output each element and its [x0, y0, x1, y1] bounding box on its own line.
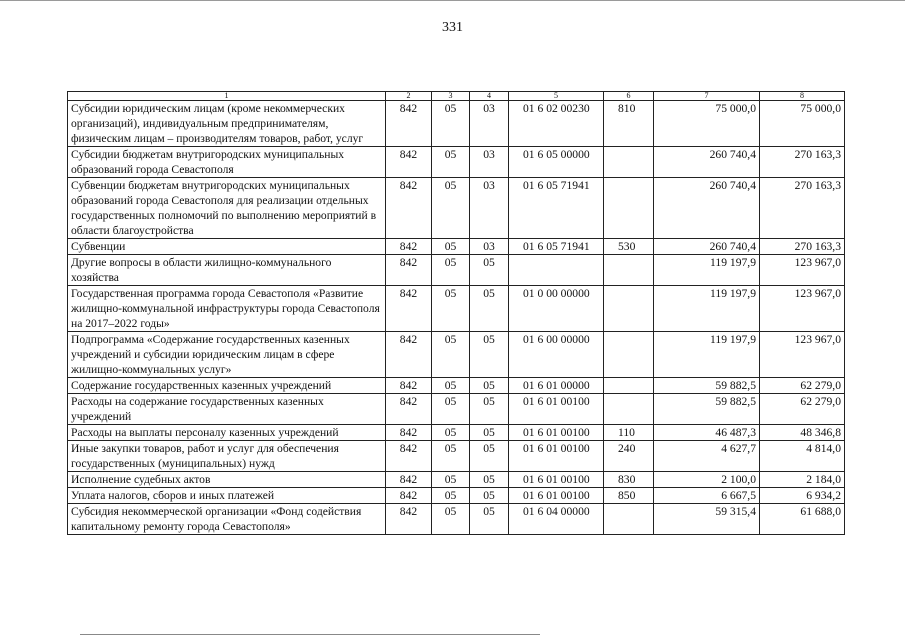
- expense-type-code-cell: [604, 504, 654, 535]
- amount-year-2-cell: 123 967,0: [760, 255, 845, 286]
- table-row: [68, 101, 845, 147]
- expense-type-code-cell: [604, 378, 654, 394]
- bottom-border-line: [80, 634, 540, 635]
- amount-year-1-cell: 2 100,0: [654, 472, 760, 488]
- expense-type-code-cell: [604, 332, 654, 378]
- amount-year-1-cell: 4 627,7: [654, 441, 760, 472]
- section-code-cell: 05: [432, 101, 470, 147]
- table-row: [68, 488, 845, 504]
- section-code-cell: 05: [432, 332, 470, 378]
- department-code-cell: 842: [386, 394, 432, 425]
- target-article-code-cell: 01 6 05 71941: [509, 239, 604, 255]
- subsection-code-cell: 03: [470, 147, 509, 178]
- target-article-code-cell: 01 6 00 00000: [509, 332, 604, 378]
- row-name-cell: Другие вопросы в области жилищно-коммунального хозяйства: [68, 255, 386, 286]
- amount-year-1-cell: 119 197,9: [654, 255, 760, 286]
- table-row: [68, 378, 845, 394]
- subsection-code-cell: 05: [470, 504, 509, 535]
- department-code-cell: 842: [386, 472, 432, 488]
- section-code-cell: 05: [432, 255, 470, 286]
- column-number: 8: [760, 92, 845, 101]
- amount-year-2-cell: 62 279,0: [760, 378, 845, 394]
- amount-year-1-cell: 119 197,9: [654, 286, 760, 332]
- top-border-line: [0, 0, 905, 1]
- table-row: [68, 394, 845, 425]
- amount-year-1-cell: 260 740,4: [654, 178, 760, 239]
- department-code-cell: 842: [386, 378, 432, 394]
- target-article-code-cell: 01 6 02 00230: [509, 101, 604, 147]
- expense-type-code-cell: [604, 394, 654, 425]
- column-number: 3: [432, 92, 470, 101]
- department-code-cell: 842: [386, 255, 432, 286]
- amount-year-2-cell: 270 163,3: [760, 239, 845, 255]
- target-article-code-cell: 01 6 01 00100: [509, 472, 604, 488]
- expense-type-code-cell: 110: [604, 425, 654, 441]
- column-number: 2: [386, 92, 432, 101]
- amount-year-2-cell: 62 279,0: [760, 394, 845, 425]
- section-code-cell: 05: [432, 504, 470, 535]
- expense-type-code-cell: 830: [604, 472, 654, 488]
- amount-year-2-cell: 2 184,0: [760, 472, 845, 488]
- subsection-code-cell: 05: [470, 255, 509, 286]
- amount-year-1-cell: 75 000,0: [654, 101, 760, 147]
- table-row: [68, 255, 845, 286]
- row-name-cell: Иные закупки товаров, работ и услуг для обеспечения государственных (муниципальных) нужд: [68, 441, 386, 472]
- table-row: [68, 239, 845, 255]
- expense-type-code-cell: [604, 147, 654, 178]
- department-code-cell: 842: [386, 239, 432, 255]
- column-number: 4: [470, 92, 509, 101]
- table-row: [68, 178, 845, 239]
- subsection-code-cell: 05: [470, 488, 509, 504]
- target-article-code-cell: 01 6 01 00100: [509, 441, 604, 472]
- row-name-cell: Исполнение судебных актов: [68, 472, 386, 488]
- page-number: 331: [442, 20, 463, 35]
- column-number: 6: [604, 92, 654, 101]
- amount-year-2-cell: 270 163,3: [760, 147, 845, 178]
- target-article-code-cell: 01 6 01 00100: [509, 425, 604, 441]
- table-row: [68, 147, 845, 178]
- column-number-row: [68, 92, 845, 101]
- amount-year-1-cell: 119 197,9: [654, 332, 760, 378]
- table-row: [68, 286, 845, 332]
- section-code-cell: 05: [432, 239, 470, 255]
- row-name-cell: Содержание государственных казенных учреждений: [68, 378, 386, 394]
- target-article-code-cell: [509, 255, 604, 286]
- amount-year-1-cell: 260 740,4: [654, 147, 760, 178]
- budget-table: [67, 91, 845, 535]
- target-article-code-cell: 01 6 04 00000: [509, 504, 604, 535]
- target-article-code-cell: 01 0 00 00000: [509, 286, 604, 332]
- department-code-cell: 842: [386, 488, 432, 504]
- amount-year-1-cell: 59 882,5: [654, 378, 760, 394]
- amount-year-2-cell: 75 000,0: [760, 101, 845, 147]
- amount-year-1-cell: 59 882,5: [654, 394, 760, 425]
- department-code-cell: 842: [386, 441, 432, 472]
- table-row: [68, 472, 845, 488]
- subsection-code-cell: 05: [470, 378, 509, 394]
- row-name-cell: Субсидия некоммерческой организации «Фонд содействия капитальному ремонту города Севастополя»: [68, 504, 386, 535]
- target-article-code-cell: 01 6 05 00000: [509, 147, 604, 178]
- target-article-code-cell: 01 6 01 00100: [509, 488, 604, 504]
- budget-table-body: [68, 92, 845, 535]
- target-article-code-cell: 01 6 05 71941: [509, 178, 604, 239]
- amount-year-2-cell: 123 967,0: [760, 332, 845, 378]
- department-code-cell: 842: [386, 425, 432, 441]
- row-name-cell: Расходы на выплаты персоналу казенных учреждений: [68, 425, 386, 441]
- amount-year-2-cell: 123 967,0: [760, 286, 845, 332]
- subsection-code-cell: 05: [470, 286, 509, 332]
- subsection-code-cell: 03: [470, 178, 509, 239]
- subsection-code-cell: 05: [470, 441, 509, 472]
- row-name-cell: Субвенции: [68, 239, 386, 255]
- expense-type-code-cell: [604, 286, 654, 332]
- target-article-code-cell: 01 6 01 00100: [509, 394, 604, 425]
- amount-year-1-cell: 59 315,4: [654, 504, 760, 535]
- column-number: 1: [68, 92, 386, 101]
- department-code-cell: 842: [386, 286, 432, 332]
- amount-year-2-cell: 6 934,2: [760, 488, 845, 504]
- section-code-cell: 05: [432, 394, 470, 425]
- department-code-cell: 842: [386, 178, 432, 239]
- expense-type-code-cell: [604, 255, 654, 286]
- amount-year-2-cell: 270 163,3: [760, 178, 845, 239]
- subsection-code-cell: 05: [470, 425, 509, 441]
- subsection-code-cell: 03: [470, 101, 509, 147]
- section-code-cell: 05: [432, 378, 470, 394]
- department-code-cell: 842: [386, 147, 432, 178]
- section-code-cell: 05: [432, 147, 470, 178]
- subsection-code-cell: 03: [470, 239, 509, 255]
- department-code-cell: 842: [386, 101, 432, 147]
- column-number: 7: [654, 92, 760, 101]
- expense-type-code-cell: 810: [604, 101, 654, 147]
- target-article-code-cell: 01 6 01 00000: [509, 378, 604, 394]
- row-name-cell: Государственная программа города Севастополя «Развитие жилищно-коммунальной инфраструктуры города Севастополя на 2017–2022 годы»: [68, 286, 386, 332]
- expense-type-code-cell: 240: [604, 441, 654, 472]
- section-code-cell: 05: [432, 472, 470, 488]
- amount-year-2-cell: 4 814,0: [760, 441, 845, 472]
- section-code-cell: 05: [432, 286, 470, 332]
- section-code-cell: 05: [432, 178, 470, 239]
- row-name-cell: Расходы на содержание государственных казенных учреждений: [68, 394, 386, 425]
- expense-type-code-cell: 530: [604, 239, 654, 255]
- department-code-cell: 842: [386, 332, 432, 378]
- table-row: [68, 441, 845, 472]
- table-row: [68, 504, 845, 535]
- section-code-cell: 05: [432, 441, 470, 472]
- subsection-code-cell: 05: [470, 332, 509, 378]
- row-name-cell: Подпрограмма «Содержание государственных казенных учреждений и субсидии юридическим лицам в сфере жилищно-коммунальных услуг»: [68, 332, 386, 378]
- table-row: [68, 425, 845, 441]
- row-name-cell: Субвенции бюджетам внутригородских муниципальных образований города Севастополя для реализации отдельных государственных полномочий по выполнению мероприятий в области благоустройства: [68, 178, 386, 239]
- amount-year-2-cell: 48 346,8: [760, 425, 845, 441]
- row-name-cell: Уплата налогов, сборов и иных платежей: [68, 488, 386, 504]
- section-code-cell: 05: [432, 425, 470, 441]
- table-row: [68, 332, 845, 378]
- expense-type-code-cell: 850: [604, 488, 654, 504]
- department-code-cell: 842: [386, 504, 432, 535]
- amount-year-1-cell: 6 667,5: [654, 488, 760, 504]
- expense-type-code-cell: [604, 178, 654, 239]
- row-name-cell: Субсидии юридическим лицам (кроме некоммерческих организаций), индивидуальным предпринимателям, физическим лицам – производителям товаров, работ, услуг: [68, 101, 386, 147]
- section-code-cell: 05: [432, 488, 470, 504]
- row-name-cell: Субсидии бюджетам внутригородских муниципальных образований города Севастополя: [68, 147, 386, 178]
- subsection-code-cell: 05: [470, 394, 509, 425]
- column-number: 5: [509, 92, 604, 101]
- amount-year-1-cell: 46 487,3: [654, 425, 760, 441]
- amount-year-2-cell: 61 688,0: [760, 504, 845, 535]
- subsection-code-cell: 05: [470, 472, 509, 488]
- amount-year-1-cell: 260 740,4: [654, 239, 760, 255]
